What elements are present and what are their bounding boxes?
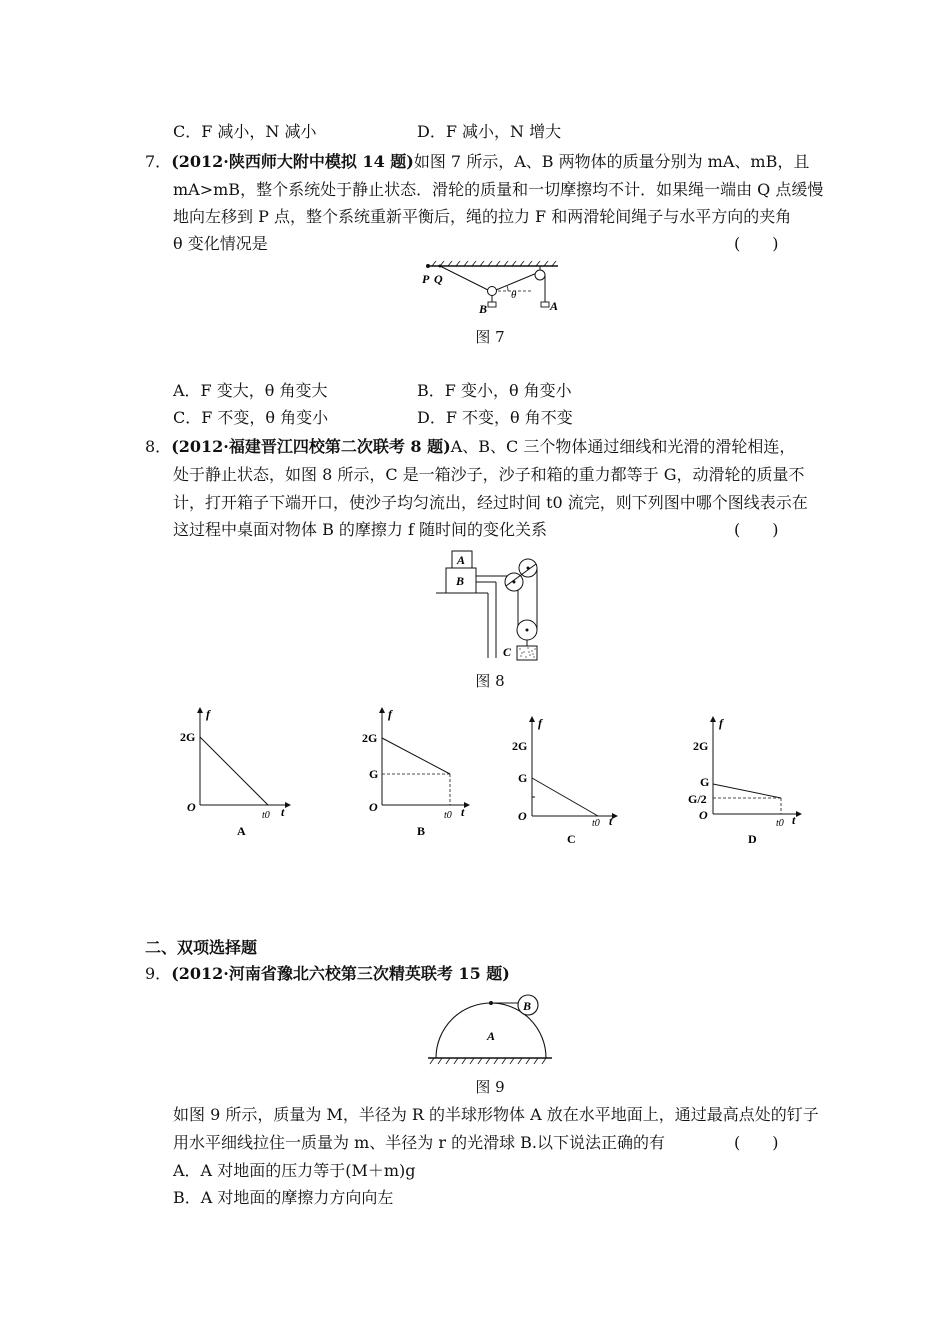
label-a: A [457, 553, 466, 567]
question-9-line-1 [145, 964, 510, 984]
svg-text:G: G [700, 775, 710, 789]
figure-8-caption: 图 8 [475, 672, 505, 690]
svg-text:2G: 2G [693, 739, 709, 753]
svg-text:t0: t0 [444, 810, 452, 821]
graph-label: A [237, 824, 246, 838]
q9-option-b: B．A 对地面的摩擦力方向向左 [173, 1188, 394, 1207]
svg-text:t: t [609, 814, 613, 828]
label-b: B [523, 999, 532, 1013]
question-9-line-3: 用水平细线拉住一质量为 m、半径为 r 的光滑球 B.以下说法正确的有 [173, 1133, 666, 1152]
svg-text:2G: 2G [362, 731, 378, 745]
svg-text:f: f [719, 716, 723, 730]
question-8-line-1 [145, 437, 795, 457]
q7-option-a: A．F 变大，θ 角变大 [173, 381, 328, 400]
question-text: 如图 7 所示，A、B 两物体的质量分别为 mA、mB，且 [413, 152, 810, 171]
q9-option-a: A．A 对地面的压力等于(M＋m)g [173, 1161, 416, 1180]
svg-text:G/2: G/2 [688, 792, 707, 806]
q7-option-c: C．F 不变，θ 角变小 [173, 408, 329, 427]
svg-text:f: f [206, 707, 210, 721]
answer-parenthesis: ( ) [734, 520, 779, 539]
graph-c [512, 712, 627, 852]
svg-text:O: O [187, 800, 196, 814]
label-theta: θ [511, 289, 517, 301]
graph-label: D [748, 832, 757, 846]
label-b: B [479, 302, 488, 316]
svg-text:t0: t0 [776, 818, 784, 829]
svg-text:t: t [461, 805, 465, 819]
label-q: Q [434, 272, 443, 286]
question-source: (2012·河南省豫北六校第三次精英联考 15 题) [171, 964, 510, 983]
question-8-line-3: 计，打开箱子下端开口，使沙子均匀流出，经过时间 t0 流完，则下列图中哪个图线表示在 [173, 493, 808, 512]
svg-text:2G: 2G [180, 730, 196, 744]
svg-text:f: f [388, 707, 392, 721]
question-source: (2012·陕西师大附中模拟 14 题) [171, 152, 414, 171]
q6-option-c: C．F 减小，N 减小 [173, 122, 317, 141]
section-heading: 二、双项选择题 [145, 938, 258, 957]
graph-label: B [417, 824, 426, 838]
answer-parenthesis: ( ) [734, 234, 779, 253]
graph-label: C [567, 832, 576, 846]
svg-text:O: O [518, 809, 527, 823]
svg-text:t0: t0 [592, 818, 600, 829]
graph-d [688, 712, 808, 852]
svg-text:O: O [699, 808, 708, 822]
figure-9 [420, 990, 560, 1070]
question-9-line-2: 如图 9 所示，质量为 M，半径为 R 的半球形物体 A 放在水平地面上，通过最高点处的钉子 [173, 1105, 819, 1124]
graph-a [180, 705, 295, 845]
figure-8 [432, 546, 552, 664]
question-source: (2012·福建晋江四校第二次联考 8 题) [171, 437, 451, 456]
svg-text:t0: t0 [262, 810, 270, 821]
question-number: 7． [145, 152, 172, 171]
label-p: P [422, 272, 430, 286]
question-7-line-4: θ 变化情况是 [173, 234, 268, 253]
question-number: 8． [145, 437, 172, 456]
svg-text:G: G [518, 771, 528, 785]
svg-text:t: t [281, 805, 285, 819]
label-b: B [456, 574, 465, 588]
question-7-line-3: 地向左移到 P 点，整个系统重新平衡后，绳的拉力 F 和两滑轮间绳子与水平方向的夹角 [173, 207, 792, 226]
figure-7-caption: 图 7 [475, 328, 505, 346]
question-8-line-4: 这过程中桌面对物体 B 的摩擦力 f 随时间的变化关系 [173, 520, 548, 539]
q7-option-b: B．F 变小，θ 角变小 [417, 381, 572, 400]
question-text: A、B、C 三个物体通过细线和光滑的滑轮相连， [450, 437, 796, 456]
svg-text:t: t [792, 813, 796, 827]
svg-text:O: O [369, 800, 378, 814]
question-7-line-2: mA>mB，整个系统处于静止状态．滑轮的质量和一切摩擦均不计．如果绳一端由 Q 点缓慢 [173, 180, 824, 199]
question-number: 9． [145, 964, 172, 983]
question-7-line-1 [145, 152, 809, 172]
question-8-line-2: 处于静止状态，如图 8 所示，C 是一箱沙子，沙子和箱的重力都等于 G，动滑轮的质量不 [173, 465, 805, 484]
svg-text:f: f [538, 716, 542, 730]
svg-text:G: G [369, 767, 379, 781]
graph-b [362, 705, 477, 845]
figure-9-caption: 图 9 [475, 1078, 505, 1096]
q7-option-d: D．F 不变，θ 角不变 [417, 408, 573, 427]
label-a: A [487, 1029, 496, 1043]
answer-parenthesis: ( ) [734, 1133, 779, 1152]
svg-text:2G: 2G [512, 739, 528, 753]
label-a: A [550, 299, 559, 313]
q6-option-d: D．F 减小，N 增大 [417, 122, 562, 141]
label-c: C [503, 645, 512, 659]
figure-7 [418, 258, 568, 320]
